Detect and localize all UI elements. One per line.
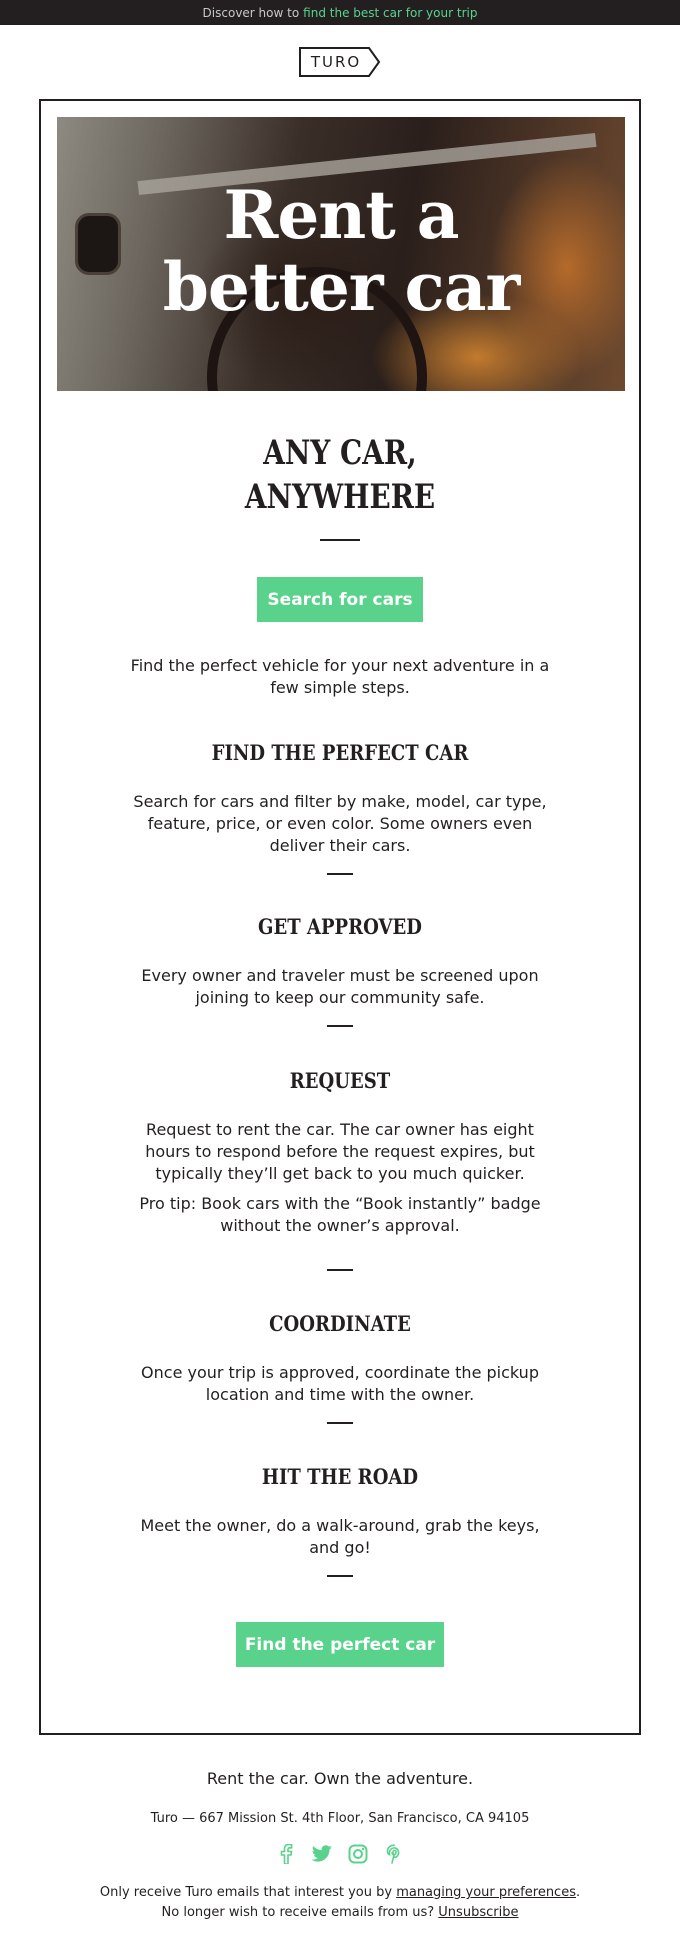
find-the-perfect-car-button[interactable]: Find the perfect car xyxy=(236,1622,444,1667)
instagram-icon[interactable] xyxy=(347,1843,369,1865)
step-title-road: HIT THE ROAD xyxy=(261,1464,419,1489)
divider xyxy=(320,539,360,541)
twitter-icon[interactable] xyxy=(311,1843,333,1865)
divider xyxy=(327,873,353,875)
email-card xyxy=(39,99,641,1735)
logo-row xyxy=(0,25,680,99)
intro-description: Find the perfect vehicle for your next adventure in a few simple steps. xyxy=(130,656,550,697)
step-title-coordinate: COORDINATE xyxy=(269,1311,411,1336)
main-headline: ANY CAR, ANYWHERE xyxy=(244,433,436,517)
footer-tagline: Rent the car. Own the adventure. xyxy=(206,1769,474,1788)
pinterest-icon[interactable] xyxy=(383,1843,405,1865)
divider xyxy=(327,1025,353,1027)
hero-image[interactable] xyxy=(57,117,625,391)
announcement-link[interactable]: find the best car for your trip xyxy=(303,5,478,20)
social-links xyxy=(0,1843,680,1865)
step-title-request: REQUEST xyxy=(289,1068,391,1093)
divider xyxy=(327,1422,353,1424)
divider xyxy=(327,1575,353,1577)
footer xyxy=(0,1735,680,1950)
announcement-text: Discover how to xyxy=(202,5,300,20)
divider xyxy=(327,1269,353,1271)
top-announcement-bar xyxy=(0,0,680,25)
footer-address: Turo — 667 Mission St. 4th Floor, San Francisco, CA 94105 xyxy=(150,1811,530,1826)
footer-preferences: Only receive Turo emails that interest you by managing your preferences. No longer wish to receive emails from us? Unsubscribe xyxy=(99,1885,581,1920)
step-body-request: Request to rent the car. The car owner has eight hours to respond before the request expires, but typically they’ll get back to you much quicker. xyxy=(145,1120,535,1183)
step-title-approved: GET APPROVED xyxy=(258,914,422,939)
turo-logo[interactable] xyxy=(299,47,381,77)
hero-title: Rent a better car xyxy=(162,176,520,326)
step-title-find: FIND THE PERFECT CAR xyxy=(211,740,469,765)
facebook-icon[interactable] xyxy=(275,1843,297,1865)
search-for-cars-button[interactable]: Search for cars xyxy=(257,577,423,622)
step-body-approved: Every owner and traveler must be screened upon joining to keep our community safe. xyxy=(141,966,539,1007)
step-body-road: Meet the owner, do a walk-around, grab the keys, and go! xyxy=(140,1516,540,1557)
unsubscribe-link[interactable]: Unsubscribe xyxy=(438,1905,519,1920)
manage-preferences-link[interactable]: managing your preferences xyxy=(396,1885,576,1900)
step-body-find: Search for cars and filter by make, model, car type, feature, price, or even color. Some owners even deliver their cars. xyxy=(133,792,547,855)
step-body-coordinate: Once your trip is approved, coordinate the pickup location and time with the owner. xyxy=(141,1363,539,1404)
logo-text: TURO xyxy=(310,53,362,71)
step-tip-request: Pro tip: Book cars with the “Book instantly” badge without the owner’s approval. xyxy=(139,1194,541,1235)
